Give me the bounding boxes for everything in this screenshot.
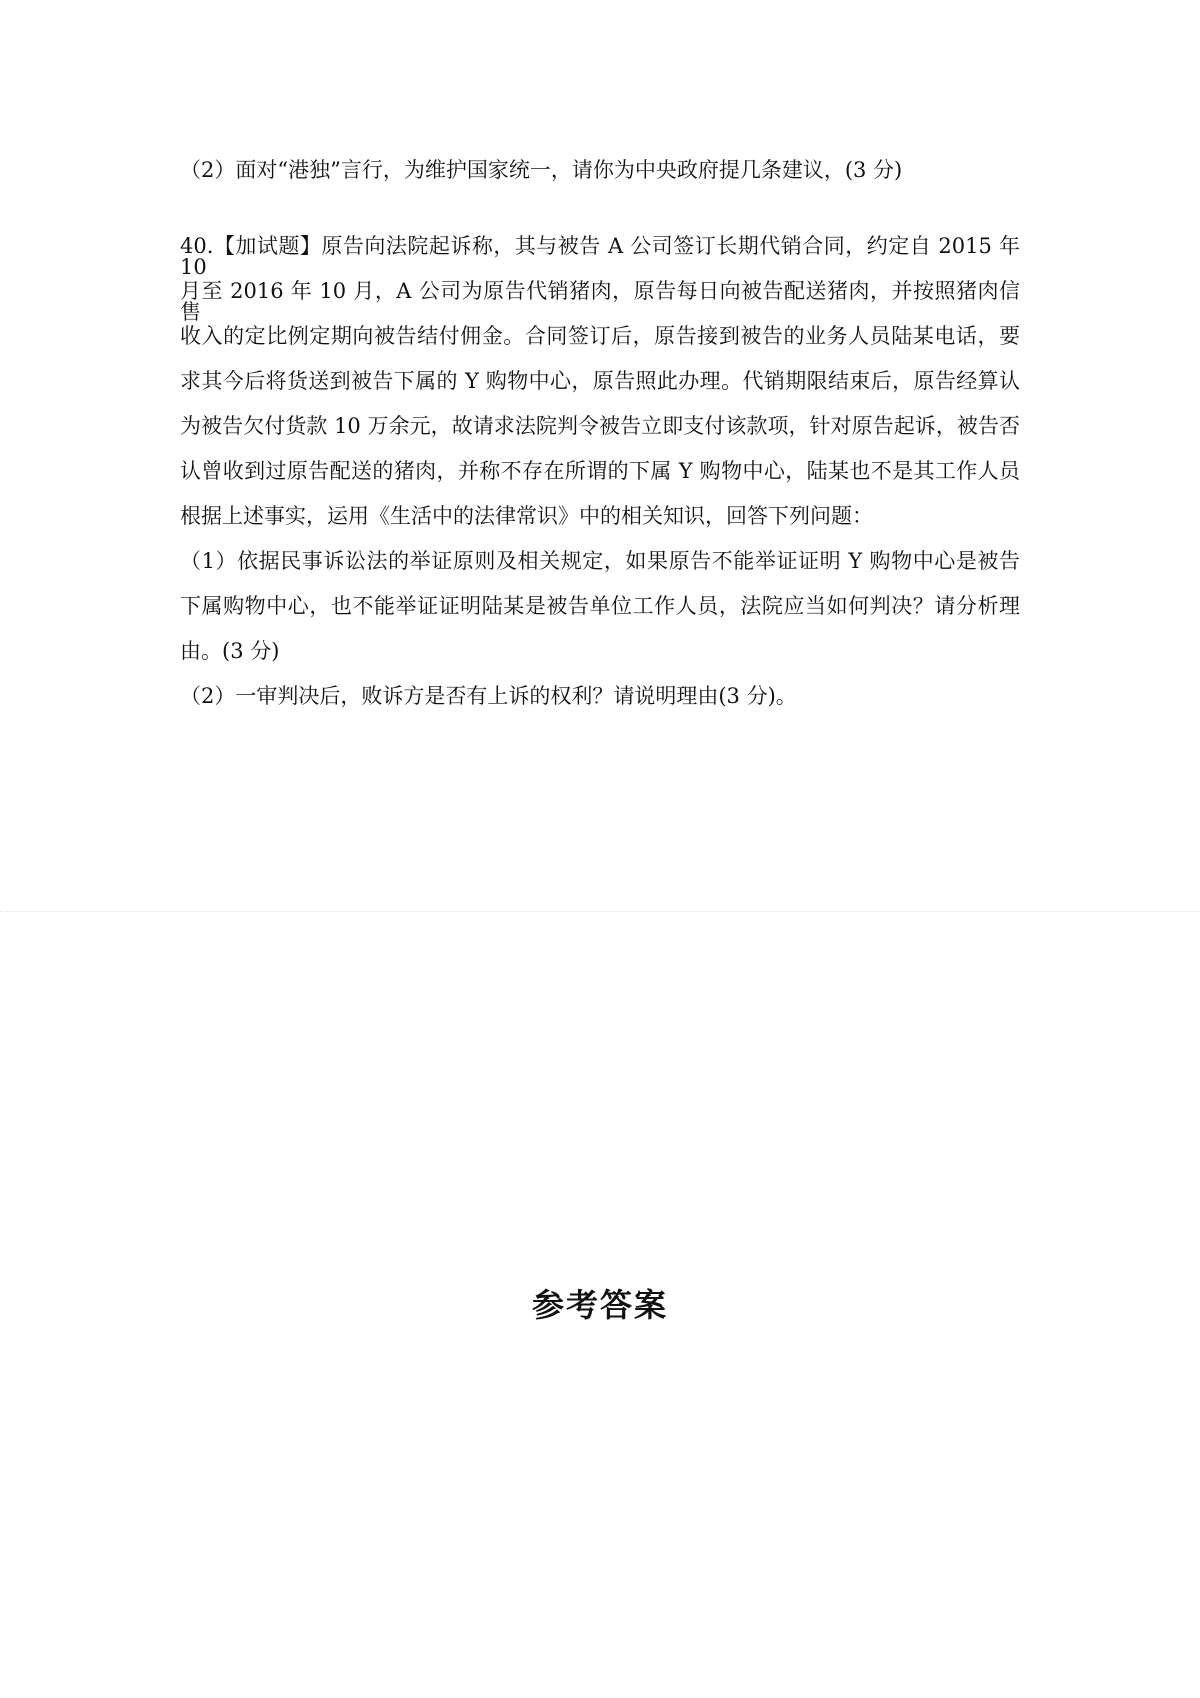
question-40-part-1-line: 下属购物中心，也不能举证证明陆某是被告单位工作人员，法院应当如何判决？请分析理: [180, 594, 1020, 618]
question-40-part-2: （2）一审判决后，败诉方是否有上诉的权利？请说明理由(3 分)。: [180, 684, 797, 708]
question-40-stem-line: 月至 2016 年 10 月，A 公司为原告代销猪肉，原告每日向被告配送猪肉，并按照猪肉信售: [180, 279, 1020, 324]
question-40-stem-line: 为被告欠付货款 10 万余元，故请求法院判令被告立即支付该款项，针对原告起诉，被告否: [180, 414, 1020, 438]
question-40-stem-line: 根据上述事实，运用《生活中的法律常识》中的相关知识，回答下列问题：: [180, 504, 873, 528]
question-39-part-2: （2）面对“港独”言行，为维护国家统一，请你为中央政府提几条建议，(3 分): [180, 158, 903, 182]
question-40-stem-line: 40.【加试题】原告向法院起诉称，其与被告 A 公司签订长期代销合同，约定自 2015 年 10: [180, 234, 1020, 279]
question-40-stem-line: 收入的定比例定期向被告结付佣金。合同签订后，原告接到被告的业务人员陆某电话，要: [180, 324, 1020, 348]
question-40-stem-line: 认曾收到过原告配送的猪肉，并称不存在所谓的下属 Y 购物中心，陆某也不是其工作人员: [180, 459, 1020, 483]
question-40-part-1-line: 由。(3 分): [180, 639, 280, 663]
question-40-stem-line: 求其今后将货送到被告下属的 Y 购物中心，原告照此办理。代销期限结束后，原告经算认: [180, 369, 1020, 393]
question-40-part-1-line: （1）依据民事诉讼法的举证原则及相关规定，如果原告不能举证证明 Y 购物中心是被告: [180, 549, 1020, 573]
answers-heading: 参考答案: [531, 1286, 668, 1324]
page-break-divider: [0, 911, 1200, 912]
